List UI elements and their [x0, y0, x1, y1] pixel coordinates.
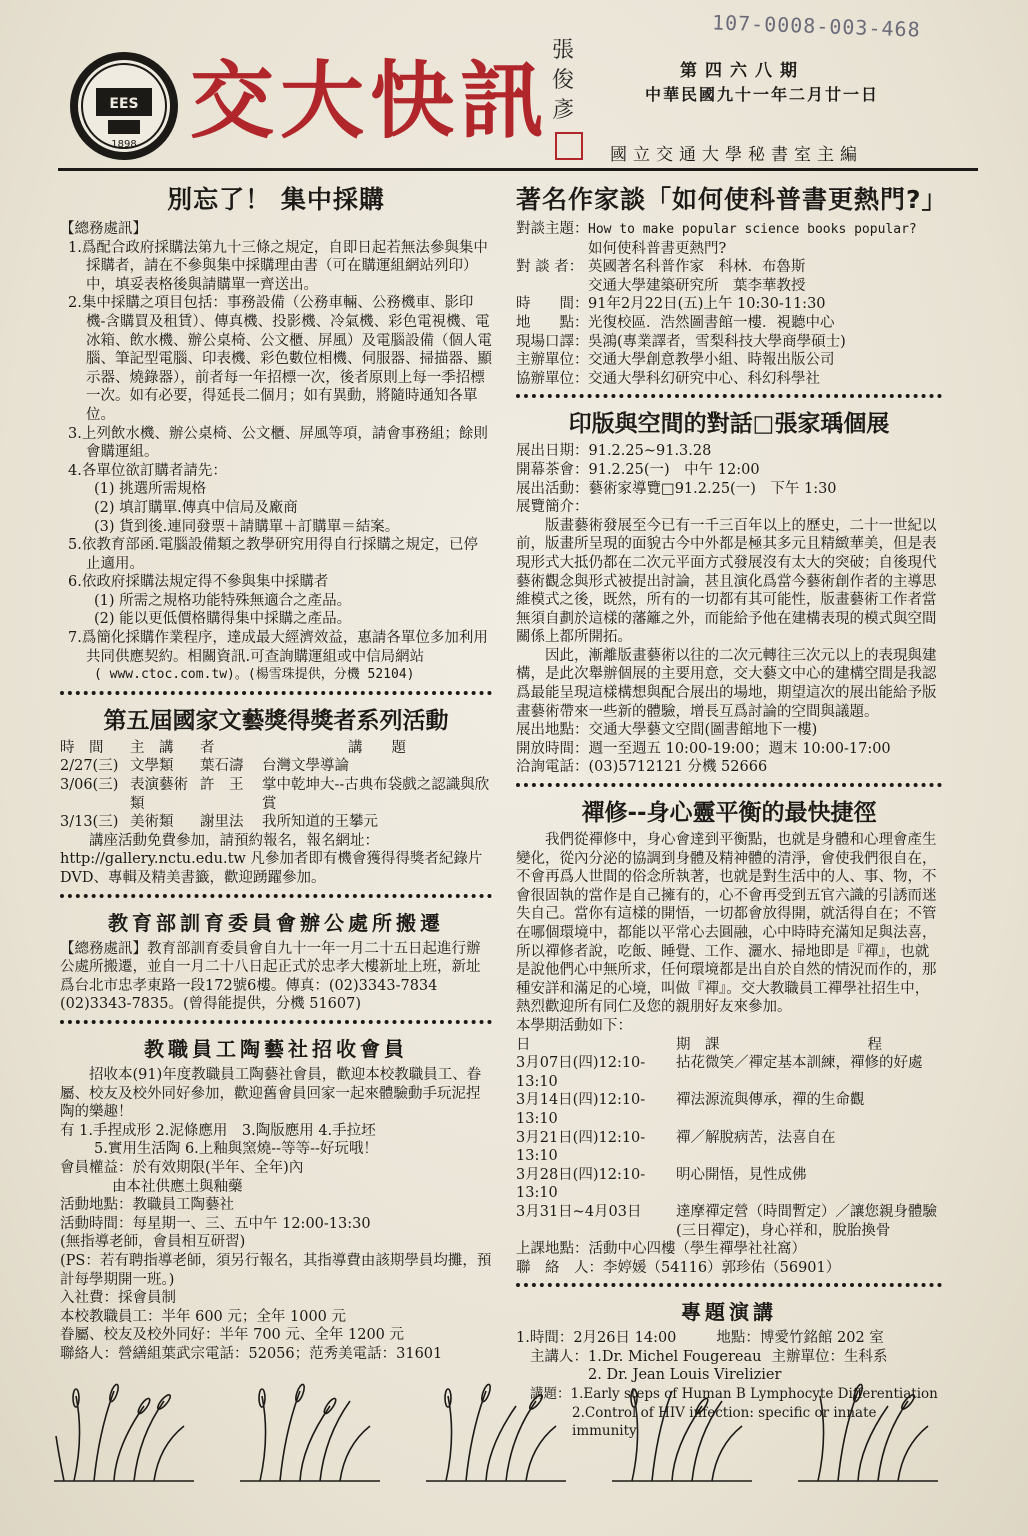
dotted-divider — [60, 691, 492, 695]
article-title: 別忘了！ 集中採購 — [167, 185, 385, 214]
intro-label: 展覽簡介： — [516, 499, 589, 516]
president-signature: 張俊彥 — [552, 38, 575, 123]
article-pottery-club — [60, 1032, 492, 1364]
article-title: 專題演講 — [681, 1300, 777, 1325]
schedule-row: 3月14日(四)12:10-13:10 禪法源流與傳承，禪的生命觀 — [516, 1092, 865, 1127]
activity-time: 活動時間：每星期一、三、五中午 12:00-13:30 — [60, 1215, 371, 1232]
article-title: 著名作家談「如何使科普書更熱門?」 — [516, 185, 948, 214]
list-item: 1.爲配合政府採購法第九十三條之規定，自即日起若無法參與集中採購者，請在不參與集中採購理由書（可在購運組網站列印）中，填妥表格後與請購單一齊送出。 — [68, 239, 488, 293]
exhibit-phone: 洽詢電話：(03)5712121 分機 52666 — [516, 759, 768, 776]
issue-number: 第四六八期 — [680, 61, 805, 81]
dotted-divider — [516, 783, 942, 787]
reed-grass-icon — [612, 1376, 752, 1486]
article-body: 【總務處訊】教育部訓育委員會自九十一年一月二十五日起進行辦公處所搬遷，並自一月二十八日起正式於忠孝大樓新址上班，新址爲台北市忠孝東路一段172號6樓。傳真：(02)3343-7834 (02)3343-7835。(曾得能提供，分機 51607) — [60, 940, 481, 1013]
masthead-title: 交大快訊 — [190, 51, 551, 150]
handwritten-code: 107-0008-003-468 — [711, 10, 922, 42]
col-header: 時 間 — [60, 739, 104, 756]
note: (PS：若有聘指導老師，須另行報名，其指導費由該期學員均攤，預計每學期開一班。) — [60, 1252, 492, 1288]
article-title: 禪修--身心靈平衡的最快捷徑 — [581, 800, 877, 827]
fee-item: 本校教職員工：半年 600 元；全年 1000 元 — [60, 1308, 347, 1325]
table-row: 3/06(三) 表演藝術類 許 王 掌中乾坤大--古典布袋戲之認識與欣賞 — [60, 777, 490, 812]
exhibit-hours: 開放時間：週一至週五 10:00-19:00；週末 10:00-17:00 — [516, 740, 891, 757]
article-body: 招收本(91)年度教職員工陶藝社會員，歡迎本校教職員工、眷屬、校友及校外同好參加，歡迎舊會員回家一起來體驗動手玩泥捏陶的樂趣！ — [60, 1066, 482, 1121]
list-subitem: (1) 所需之規格功能特殊無適合之產品。 — [94, 592, 352, 609]
course-list: 有 1.手捏成形 2.泥條應用 3.陶版應用 4.手拉坯 — [60, 1122, 376, 1139]
university-emblem-icon — [68, 50, 180, 162]
schedule-row: 3月21日(四)12:10-13:10 禪／解脫病苦，法喜自在 — [516, 1129, 836, 1165]
info-table — [516, 220, 942, 388]
article-title: 印版與空間的對話□張家瑀個展 — [568, 411, 890, 438]
table-row: 3/13(三) 美術類 謝里法 我所知道的王攀元 — [60, 814, 378, 831]
article-link-text[interactable]: http://gallery.nctu.edu.tw 凡參加者即有機會獲得得獎者紀錄片 DVD、專輯及精美書籤，歡迎踴躍參加。 — [60, 851, 483, 886]
list-item: 5.依教育部函.電腦設備類之教學研究用得自行採購之規定，已停止適用。 — [68, 537, 478, 572]
list-item: 7.爲簡化採購作業程序，達成最大經濟效益，惠請各單位多加利用共同供應契約。相關資訊.可查詢購運組或中信局網站 — [68, 630, 488, 665]
article-title: 第五屆國家文藝獎得獎者系列活動 — [103, 707, 449, 734]
issue-date: 中華民國九十一年二月廿一日 — [645, 85, 880, 104]
info-row: 對 談 者： 英國著名科普作家 科林．布魯斯 — [516, 259, 806, 276]
info-row: 交通大學建築研究所 葉李華教授 — [588, 277, 806, 294]
reed-grass-icon — [54, 1376, 194, 1486]
exhibit-dates: 展出日期：91.2.25~91.3.28 — [516, 443, 712, 460]
schedule-row: 3月28日(四)12:10-13:10 明心開悟，見性成佛 — [516, 1166, 807, 1202]
note: (無指導老師，會員相互研習) — [60, 1234, 246, 1251]
reed-grass-icon — [240, 1376, 380, 1486]
table-header — [60, 739, 492, 758]
member-rights: 會員權益：於有效期限(半年、全年)內 — [60, 1159, 304, 1176]
right-column — [516, 180, 948, 1441]
lecture-row: 1.時間：2月26日 14:00 地點：博愛竹銘館 202 室 — [516, 1330, 884, 1347]
schedule-row: 3月31日~4月03日 達摩禪定營（時間暫定）／讓您親身體驗(三日禪定)，身心祥和，脫胎換骨 — [516, 1203, 937, 1239]
info-row: 時 間：91年2月22日(五)上午 10:30-11:30 — [516, 296, 826, 313]
col-header: 講 題 — [348, 739, 406, 756]
list-item: 2.集中採購之項目包括：事務設備（公務車輛、公務機車、影印機-含購買及租賃）、傳真機、投影機、冷氣機、彩色電視機、電冰箱、飲水機、辦公桌椅、公文櫃、屏風）及電腦設備（個人電腦、筆記型電腦、印表機、彩色數位相機、伺服器、掃描器、顯示器、燒錄器），前者每一年招標一次，後者原則上每一季招標一次。如有必要，得延長二個月；如有異動，將隨時通知各單位。 — [68, 295, 492, 423]
article-popular-science — [516, 180, 948, 388]
dotted-divider — [60, 1020, 492, 1024]
left-column — [60, 180, 492, 1363]
info-row: 協辦單位：交通大學科幻研究中心、科幻科學社 — [516, 370, 820, 387]
list-subitem: (2) 能以更低價格購得集中採購之產品。 — [94, 611, 352, 628]
schedule-row: 3月07日(四)12:10-13:10 拈花微笑／禪定基本訓練，禪修的好處 — [516, 1055, 923, 1090]
speaker: 2. Dr. Jean Louis Virelizier — [588, 1367, 782, 1384]
class-place: 上課地點：活動中心四樓（學生禪學社社窩） — [516, 1241, 806, 1258]
fee-label: 入社費：採會員制 — [60, 1290, 176, 1307]
schedule-header: 日 期 課 程 — [516, 1036, 882, 1053]
table-row: 2/27(三) 文學類 葉石濤 台灣文學導論 — [60, 758, 349, 775]
course-list: 5.實用生活陶 6.上釉與窯燒--等等--好玩哦！ — [94, 1141, 378, 1158]
article-body: 我們從禪修中，身心會達到平衡點，也就是身體和心理會產生變化，從內分泌的協調到身體及精神體的清淨，會使我們很自在，不會再爲人世間的俗念所執著，也就是對生活中的人、事、物，不會很固執的當作是自己擁有的，心不會再受到五官六識的引誘而迷失自己。當你有這樣的開悟，一切都會放得開，就活得自在；不管在哪個環境中，都能以平常心去圓融，心中時時充滿知足與法喜，所以禪修者說，吃飯、睡覺、工作、灑水、掃地即是『禪』，也就是說他們心中無所求，任何環境都是出自於自然的情況而作的，那種安詳和滿足的心境，叫做『禪』。交大教職員工禪學社招生中，熱烈歡迎所有同仁及您的親朋好友來參加。 — [516, 832, 937, 1016]
article-body: 講座活動免費參加，請預約報名，報名網址： — [89, 832, 379, 849]
dotted-divider — [516, 394, 942, 398]
article-national-arts-award — [60, 703, 492, 888]
schedule-label: 本學期活動如下： — [516, 1017, 632, 1034]
article-title: 教職員工陶藝社招收會員 — [144, 1036, 408, 1061]
red-seal-icon — [555, 132, 583, 160]
info-row: 現場口譯：吳鴻(專業譯者，雪梨科技大學商學碩士) — [516, 333, 846, 350]
list-item: 4.各單位欲訂購者請先： — [68, 462, 227, 479]
activity-place: 活動地點：教職員工陶藝社 — [60, 1197, 234, 1214]
lecture-topic: 講題：1.Early steps of Human B Lymphocyte Differentiation — [530, 1386, 938, 1403]
article-body: 版畫藝術發展至今已有一千三百年以上的歷史，二十一世紀以前，版畫所呈現的面貌古今中外都是極其多元且精緻華美，但是表現形式大抵仍都在二次元平面方式發展沒有太大的突破；自後現代藝術觀念與形式被提出討論，甚且演化爲當今藝術創作者的主導思維模式之後，既然，所有的一切都有其可能性，版畫藝術工作者當無須自劃於這樣的藩籬之外，而能給予他在建構表現的模式與空間關係上都所開拓。 — [516, 517, 937, 646]
list-item-contact: ( www.ctoc.com.tw)。(楊雪珠提供，分機 52104) — [94, 667, 415, 683]
col-header: 主 講 — [130, 739, 174, 756]
emblem-year: 1898 — [111, 139, 137, 150]
article-title: 教育部訓育委員會辦公處所搬遷 — [108, 910, 444, 935]
info-row: 如何使科普書更熱門? — [588, 240, 727, 257]
contact: 聯 絡 人：李婷媛（54116）郭珍佑（56901） — [516, 1259, 841, 1276]
reed-grass-icon — [426, 1376, 566, 1486]
list-item: 6.依政府採購法規定得不參與集中採購者 — [68, 574, 329, 591]
member-rights: 由本社供應土與釉藥 — [112, 1178, 243, 1195]
reed-grass-icon — [798, 1376, 938, 1486]
info-row: 對談主題：How to make popular science books popular? — [516, 221, 917, 237]
fee-item: 眷屬、校友及校外同好：半年 700 元、全年 1200 元 — [60, 1327, 405, 1344]
dotted-divider — [60, 894, 492, 898]
lecture-row: 主講人：1.Dr. Michel Fougereau 主辦單位：生科系 — [530, 1348, 888, 1365]
list-subitem: (1) 挑選所需規格 — [94, 481, 207, 498]
info-row: 地 點：光復校區．浩然圖書館一樓．視聽中心 — [516, 314, 835, 331]
list-subitem: (3) 貨到後.連同發票＋請購單＋訂購單＝結案。 — [94, 518, 400, 535]
article-print-exhibition — [516, 406, 942, 777]
article-zen-meditation — [516, 795, 942, 1277]
info-row: 主辦單位：交通大學創意教學小組、時報出版公司 — [516, 352, 835, 369]
editor-line: 國立交通大學秘書室主編 — [610, 145, 863, 165]
header-divider — [58, 168, 978, 171]
list-subitem: (2) 填訂購單.傳真中信局及廠商 — [94, 499, 298, 516]
article-office-relocation — [60, 906, 492, 1014]
dotted-divider — [516, 1283, 942, 1287]
contact: 聯絡人：營繕組葉武宗電話：52056；范秀美電話：31601 — [60, 1345, 443, 1362]
exhibit-place: 展出地點：交通大學藝文空間(圖書館地下一樓) — [516, 722, 818, 739]
opening-tea: 開幕茶會：91.2.25(一) 中午 12:00 — [516, 461, 760, 478]
list-item: 3.上列飲水機、辦公桌椅、公文櫃、屏風等項，請會事務組；餘則會購運組。 — [68, 425, 488, 461]
article-body: 因此，漸離版畫藝術以往的二次元轉往三次元以上的表現與建構，是此次舉辦個展的主要用意，交大藝文中心的建構空間是我認爲最能呈現這樣構想與配合展出的場地，期望這次的展出能給予版畫藝術帶來一些新的體驗，增長互爲討論的空間與議題。 — [516, 647, 937, 720]
article-source: 【總務處訊】 — [60, 221, 147, 237]
lecture-topic: 2.Control of HIV infection: specific or innate immunity — [572, 1404, 877, 1440]
exhibit-event: 展出活動：藝術家導覽□91.2.25(一) 下午 1:30 — [516, 480, 837, 497]
col-header: 者 — [200, 739, 215, 756]
svg-text:EES: EES — [109, 96, 139, 112]
article-central-procurement — [60, 180, 492, 685]
